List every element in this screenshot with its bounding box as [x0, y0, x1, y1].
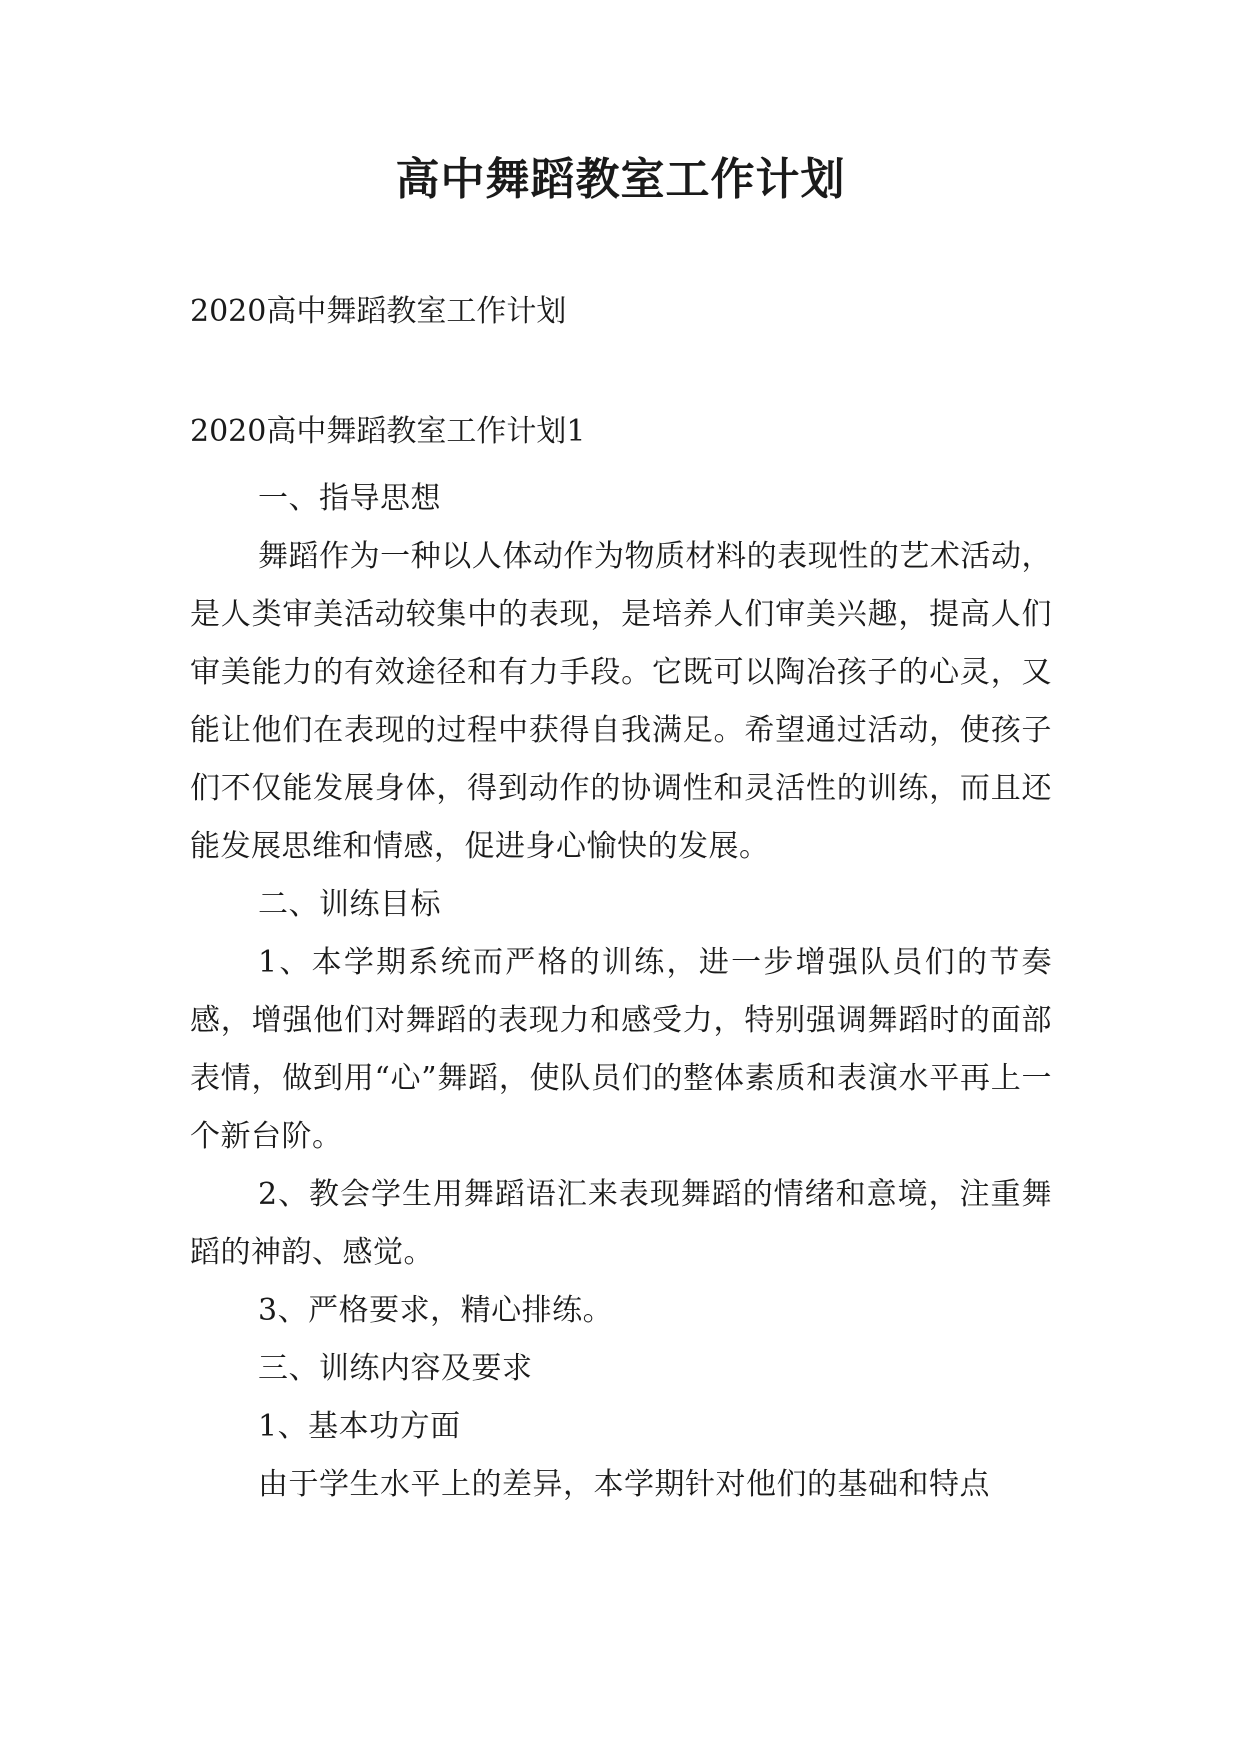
paragraph-basic-skills: 由于学生水平上的差异，本学期针对他们的基础和特点: [258, 1467, 990, 1502]
heading-training-goals: 二、训练目标: [258, 887, 441, 922]
paragraph-goal-1: 1、本学期系统而严格的训练，进一步增强队员们的节奏感，增强他们对舞蹈的表现力和感受力，特别强调舞蹈时的面部表情，做到用“心”舞蹈，使队员们的整体素质和表演水平再上一个新台阶。: [190, 945, 1052, 1154]
paragraph-goal-2: 2、教会学生用舞蹈语汇来表现舞蹈的情绪和意境，注重舞蹈的神韵、感觉。: [190, 1177, 1052, 1270]
document-body: [190, 470, 1052, 1514]
paragraph-guiding-ideology: 舞蹈作为一种以人体动作为物质材料的表现性的艺术活动，是人类审美活动较集中的表现，是培养人们审美兴趣，提高人们审美能力的有效途径和有力手段。它既可以陶冶孩子的心灵，又能让他们在表现的过程中获得自我满足。希望通过活动，使孩子们不仅能发展身体，得到动作的协调性和灵活性的训练，而且还能发展思维和情感，促进身心愉快的发展。: [190, 539, 1052, 864]
heading-training-content: 三、训练内容及要求: [258, 1351, 533, 1386]
document-subtitle: 2020高中舞蹈教室工作计划: [190, 294, 567, 329]
paragraph-goal-3: 3、严格要求，精心排练。: [258, 1293, 614, 1328]
document-title: 高中舞蹈教室工作计划: [395, 154, 846, 205]
heading-guiding-ideology: 一、指导思想: [258, 481, 441, 516]
heading-basic-skills: 1、基本功方面: [258, 1409, 461, 1444]
section-title: 2020高中舞蹈教室工作计划1: [190, 414, 586, 449]
